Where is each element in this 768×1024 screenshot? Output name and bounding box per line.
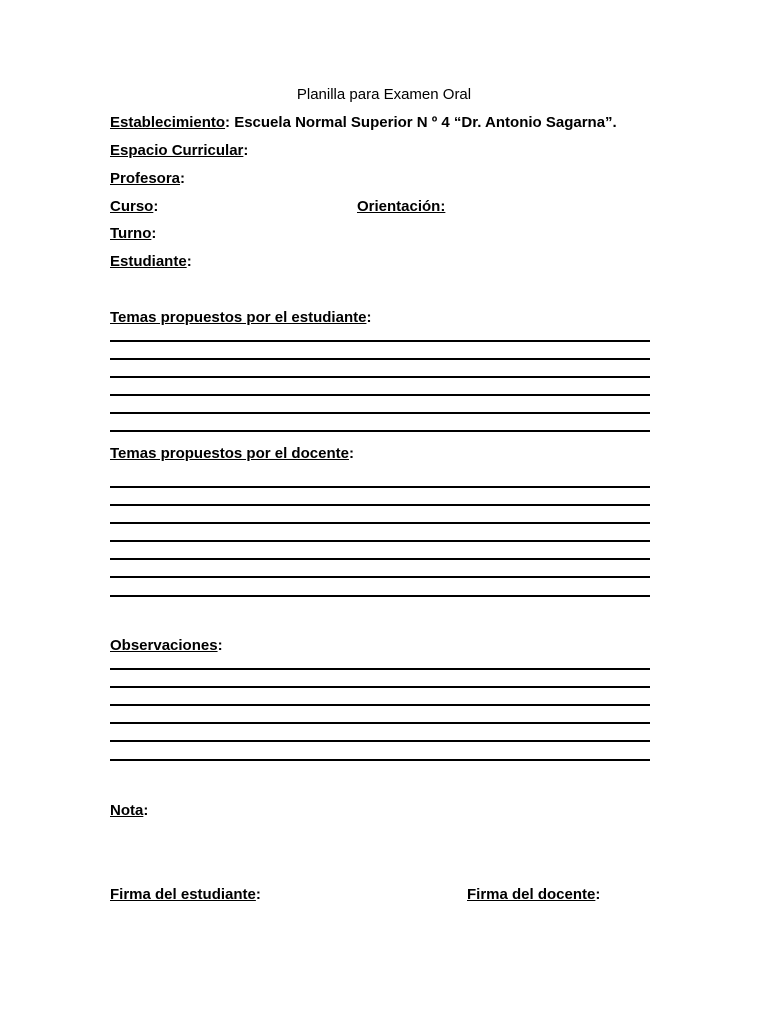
espacio-curricular-label: Espacio Curricular (110, 142, 244, 159)
firma-estudiante-label: Firma del estudiante (110, 886, 256, 903)
blank-line (110, 358, 650, 360)
blank-line (110, 740, 650, 742)
turno-label: Turno (110, 225, 152, 242)
firma-docente-colon: : (595, 886, 601, 903)
firma-docente-line (467, 886, 600, 904)
profesora-line (110, 170, 185, 188)
establecimiento-line (110, 114, 617, 132)
blank-line (110, 759, 650, 761)
blank-line (110, 576, 650, 578)
nota-label: Nota (110, 802, 144, 819)
orientacion-label: Orientación: (357, 198, 446, 215)
firma-estudiante-colon: : (255, 886, 261, 903)
blank-line (110, 394, 650, 396)
blank-line (110, 504, 650, 506)
turno-colon: : (151, 225, 157, 242)
blank-line (110, 558, 650, 560)
blank-line (110, 522, 650, 524)
blank-line (110, 722, 650, 724)
espacio-curricular-line (110, 142, 248, 160)
espacio-curricular-colon: : (243, 142, 249, 159)
blank-line (110, 686, 650, 688)
blank-line (110, 376, 650, 378)
observaciones-heading (110, 637, 223, 655)
temas-estudiante-label: Temas propuestos por el estudiante (110, 309, 367, 326)
estudiante-label: Estudiante (110, 253, 187, 270)
profesora-label: Profesora (110, 170, 181, 187)
establecimiento-value: : Escuela Normal Superior N º 4 “Dr. Antonio Sagarna”. (225, 114, 617, 131)
page-title: Planilla para Examen Oral (296, 86, 472, 103)
temas-estudiante-heading (110, 309, 371, 327)
blank-line (110, 486, 650, 488)
blank-line (110, 595, 650, 597)
temas-docente-heading (110, 445, 354, 463)
nota-colon: : (143, 802, 149, 819)
temas-estudiante-colon: : (366, 309, 372, 326)
orientacion-line (357, 198, 445, 216)
curso-label: Curso (110, 198, 154, 215)
blank-line (110, 340, 650, 342)
blank-line (110, 430, 650, 432)
firma-estudiante-line (110, 886, 261, 904)
blank-line (110, 704, 650, 706)
estudiante-colon: : (186, 253, 192, 270)
observaciones-label: Observaciones (110, 637, 218, 654)
establecimiento-label: Establecimiento (110, 114, 226, 131)
turno-line (110, 225, 156, 243)
temas-docente-colon: : (348, 445, 354, 462)
blank-line (110, 668, 650, 670)
observaciones-colon: : (217, 637, 223, 654)
firma-docente-label: Firma del docente (467, 886, 596, 903)
curso-line (110, 198, 158, 216)
curso-colon: : (153, 198, 159, 215)
temas-docente-label: Temas propuestos por el docente (110, 445, 349, 462)
profesora-colon: : (180, 170, 186, 187)
nota-line (110, 802, 148, 820)
blank-line (110, 540, 650, 542)
estudiante-line (110, 253, 192, 271)
blank-line (110, 412, 650, 414)
